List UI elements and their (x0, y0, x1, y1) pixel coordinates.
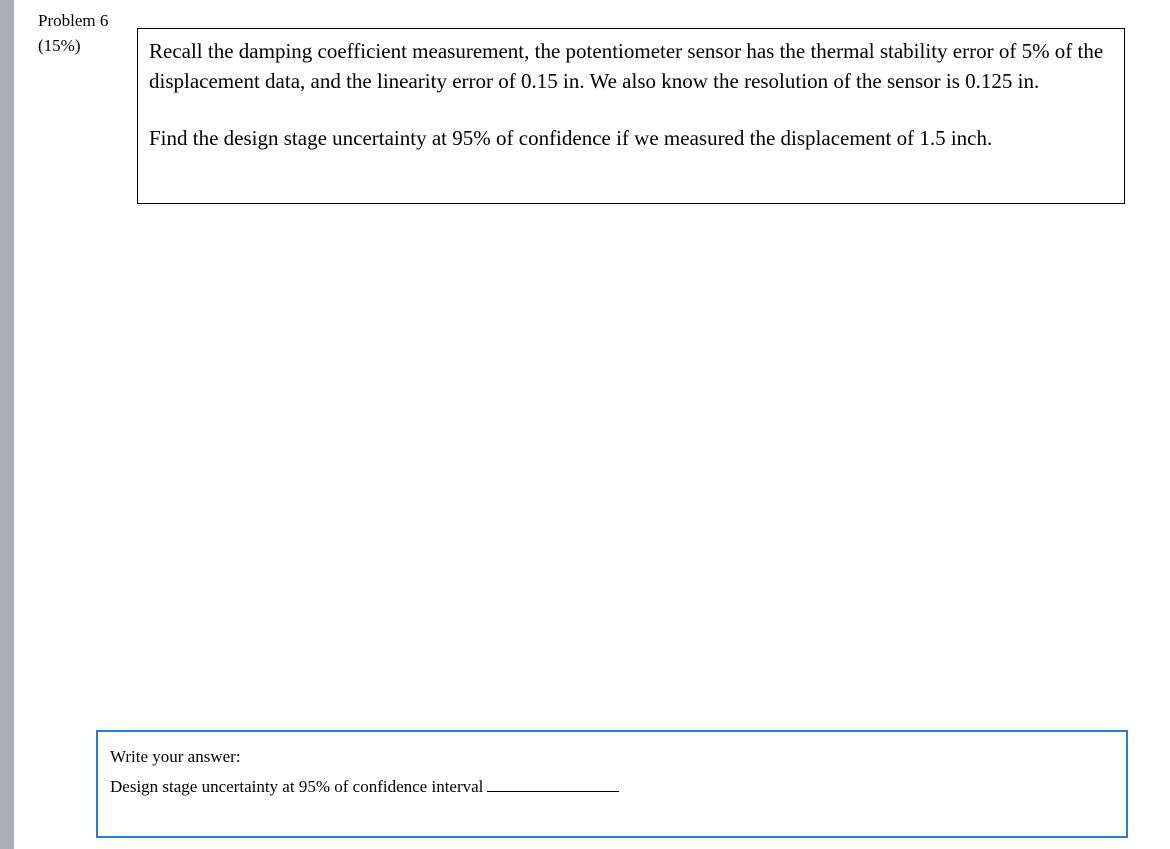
problem-weight: (15%) (38, 36, 81, 55)
left-gutter-bar (0, 0, 14, 849)
answer-heading: Write your answer: (110, 747, 241, 766)
problem-title: Problem 6 (38, 11, 109, 30)
problem-header (38, 8, 108, 58)
answer-blank-field[interactable] (487, 775, 619, 792)
problem-paragraph: Recall the damping coefficient measurement, the potentiometer sensor has the thermal stability error of 5% of the displacement data, and the linearity error of 0.15 in. We also know the resolution of the sensor is 0.125 in. (149, 39, 1104, 93)
problem-statement-box (137, 28, 1125, 204)
answer-row (110, 772, 1114, 802)
answer-box (96, 730, 1128, 838)
answer-prompt: Design stage uncertainty at 95% of confidence interval (110, 777, 484, 796)
problem-paragraph: Find the design stage uncertainty at 95% of confidence if we measured the displacement of 1.5 inch. (149, 126, 993, 150)
